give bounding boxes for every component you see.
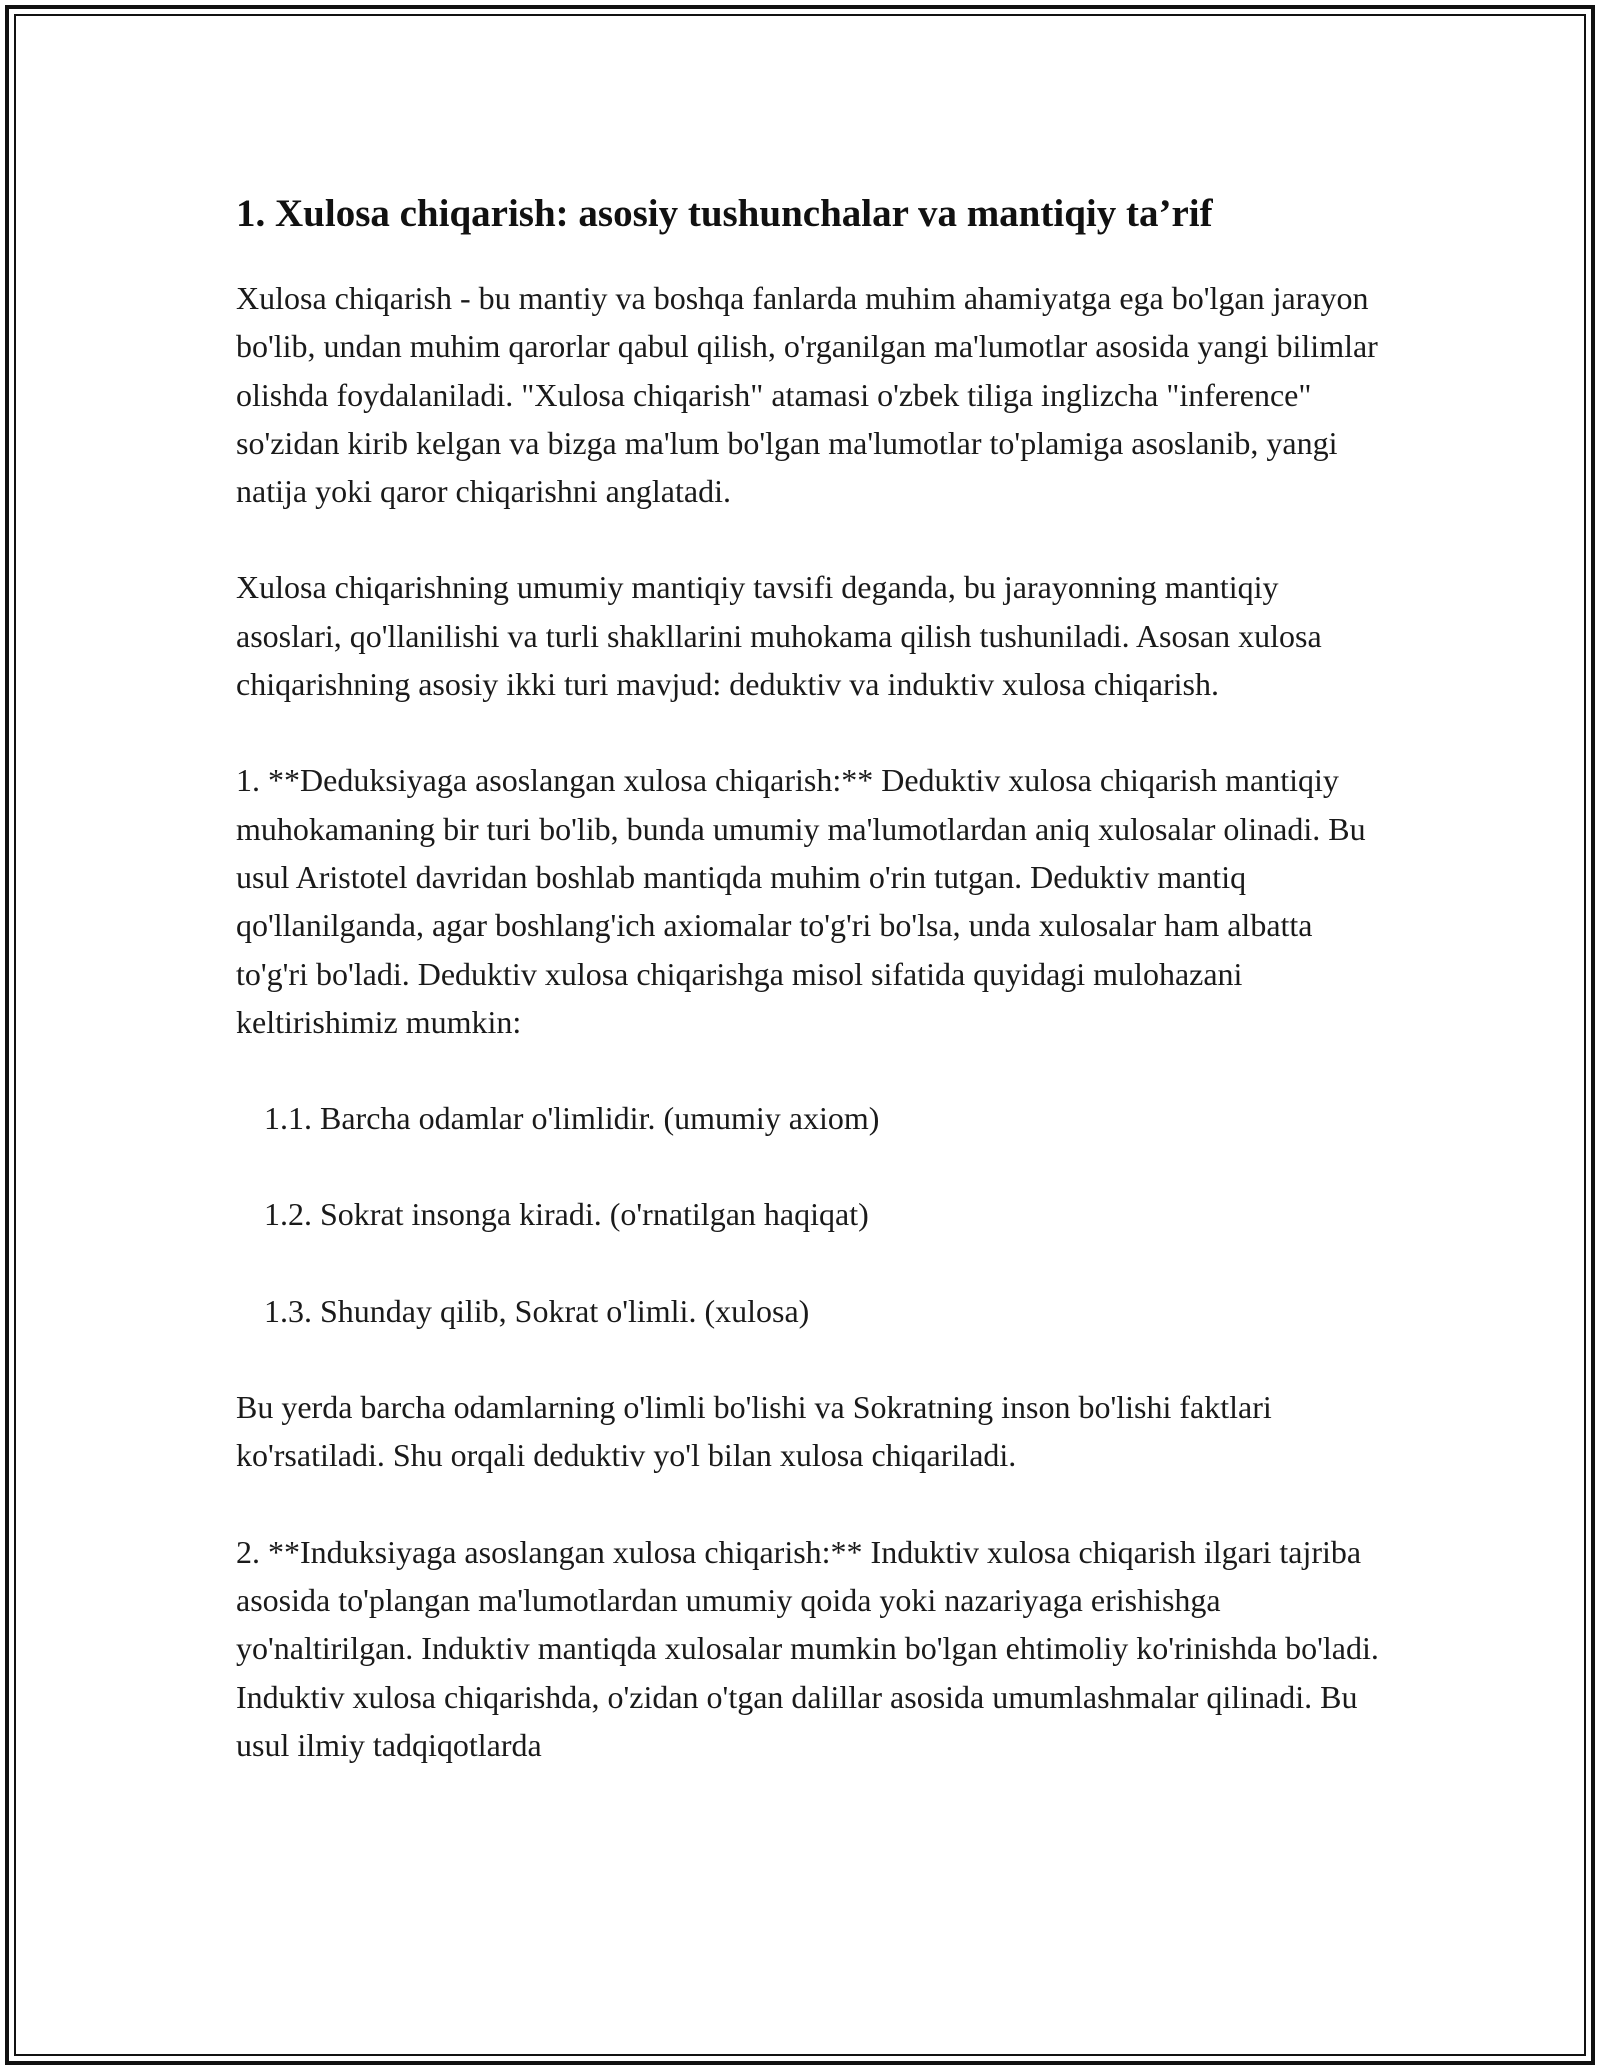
paragraph-intro: Xulosa chiqarish - bu mantiy va boshqa fanlarda muhim ahamiyatga ega bo'lgan jarayon bo'lib, undan muhim qarorlar qabul qilish, o'rganilgan ma'lumotlar asosida yangi bilimlar olishda foydalaniladi. "Xulosa chiqarish" atamasi o'zbek tiliga inglizcha "inference" so'zidan kirib kelgan va bizga ma'lum bo'lgan ma'lumotlar to'plamiga asoslanib, yangi natija yoki qaror chiqarishni anglatadi.	[236, 280, 1378, 510]
paragraph-induction: 2. **Induksiyaga asoslangan xulosa chiqarish:** Induktiv xulosa chiqarish ilgari tajriba asosida to'plangan ma'lumotlardan umumiy qoida yoki nazariyaga erishishga yo'naltirilgan. Induktiv mantiqda xulosalar mumkin bo'lgan ehtimoliy ko'rinishda bo'ladi. Induktiv xulosa chiqarishda, o'zidan o'tgan dalillar asosida umumlashmalar qilinadi. Bu usul ilmiy tadqiqotlarda	[236, 1533, 1379, 1763]
paragraph-deduction-summary: Bu yerda barcha odamlarning o'limli bo'lishi va Sokratning inson bo'lishi faktlari ko'rsatiladi. Shu orqali deduktiv yo'l bilan xulosa chiqariladi.	[236, 1389, 1272, 1474]
section-heading: 1. Xulosa chiqarish: asosiy tushunchalar va mantiqiy ta’rif	[236, 192, 1213, 235]
paragraph-deduction: 1. **Deduksiyaga asoslangan xulosa chiqarish:** Deduktiv xulosa chiqarish mantiqiy muhokamaning bir turi bo'lib, bunda umumiy ma'lumotlardan aniq xulosalar olinadi. Bu usul Aristotel davridan boshlab mantiqda muhim o'rin tutgan. Deduktiv mantiq qo'llanilganda, agar boshlang'ich axiomalar to'g'ri bo'lsa, unda xulosalar ham albatta to'g'ri bo'ladi. Deduktiv xulosa chiqarishga misol sifatida quyidagi mulohazani keltirishimiz mumkin:	[236, 762, 1366, 1040]
list-item: 1.3. Shunday qilib, Sokrat o'limli. (xulosa)	[264, 1292, 810, 1329]
document-body	[236, 186, 1386, 1817]
list-item: 1.1. Barcha odamlar o'limlidir. (umumiy axiom)	[264, 1100, 880, 1137]
list-item: 1.2. Sokrat insonga kiradi. (o'rnatilgan haqiqat)	[264, 1196, 869, 1233]
paragraph-overview: Xulosa chiqarishning umumiy mantiqiy tavsifi deganda, bu jarayonning mantiqiy asoslari, qo'llanilishi va turli shakllarini muhokama qilish tushuniladi. Asosan xulosa chiqarishning asosiy ikki turi mavjud: deduktiv va induktiv xulosa chiqarish.	[236, 569, 1322, 703]
